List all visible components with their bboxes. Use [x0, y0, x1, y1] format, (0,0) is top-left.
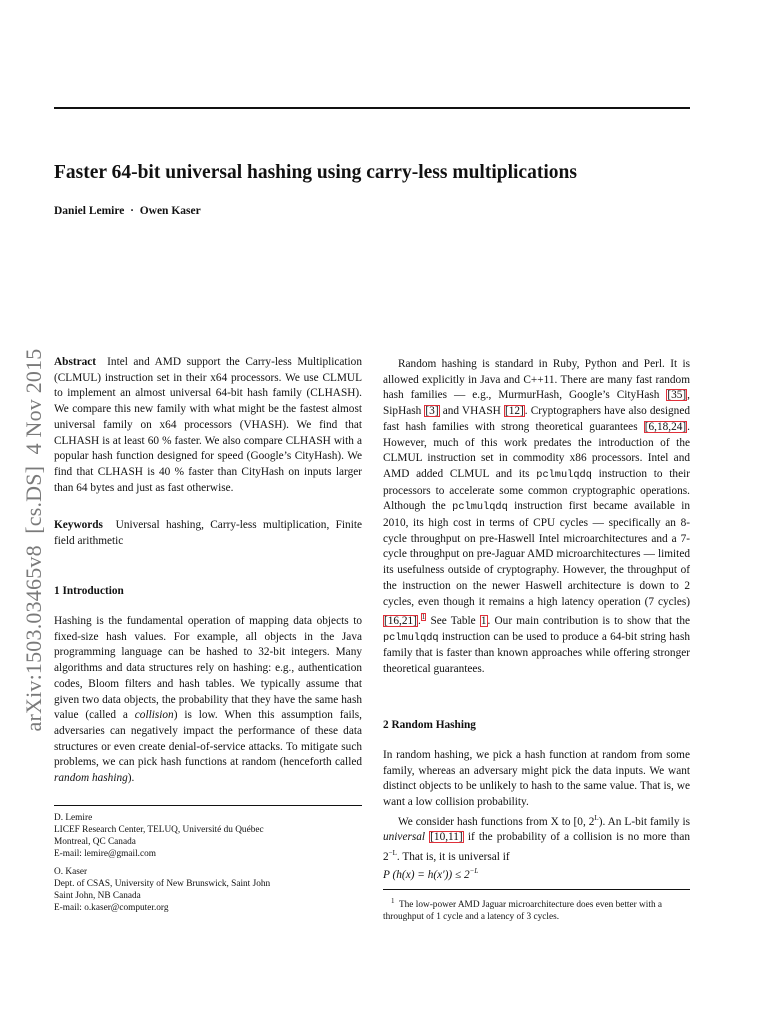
affiliation-kaser [54, 866, 362, 914]
equation-sup: −L [469, 867, 479, 875]
affil-2-email: E-mail: o.kaser@computer.org [54, 903, 169, 913]
rc-text-i: . Our main contribution is to show that the [487, 615, 691, 628]
affil-1-org: LICEF Research Center, TELUQ, Université du Québec [54, 825, 264, 835]
intro-text-b: ) is low. When this assumption fails, adversaries can negatively impact the performance of these data structures or even create denial-of-service attacks. To mitigate such problems, we can pick hash functions at random (henceforth called [54, 709, 362, 769]
header-rule [54, 107, 690, 109]
rc-text-c: and VHASH [442, 405, 501, 418]
abstract-label: Abstract [54, 356, 97, 368]
rh-emph-universal: universal [383, 831, 426, 844]
keywords-label: Keywords [54, 519, 103, 531]
intro-emph-collision: collision [134, 709, 174, 722]
citation-3[interactable]: [3] [425, 405, 439, 418]
code-pclmulqdq-2: pclmulqdq [452, 501, 508, 514]
rh-text-p3c: if the probability of a collision is no more than 2 [383, 831, 690, 863]
table-ref-1[interactable]: 1 [480, 615, 487, 628]
footnote-number: 1 [391, 897, 395, 905]
abstract-block [54, 355, 362, 496]
keywords-text: Universal hashing, Carry-less multiplication, Finite field arithmetic [54, 519, 362, 547]
code-pclmulqdq-1: pclmulqdq [536, 468, 592, 481]
rh-text-p2: In random hashing, we pick a hash function at random from some family, whereas an adversary might pick the data inputs. We want distinct objects to be unlikely to hash to the same value. That is, we want a low collision probability. [383, 749, 690, 809]
section-heading-random-hashing: 2 Random Hashing [383, 719, 476, 731]
rc-text-g: instruction first became available in 2010, its high cost in terms of CPU cycles — specifically an 8-cycle throughput on pre-Haswell Intel microarchitectures and a 7-cycle throughput on pre-Jaguar AMD microarchitectures — limited its usefulness outside of cryptography. However, the throughput of the instruction on the newer Haswell architecture is down to 2 cycles, even though it remains a high latency operation (7 cycles) [383, 500, 691, 608]
collision-equation [383, 864, 478, 883]
intro-paragraph [54, 614, 362, 787]
rc-text-d: . Cryptographers have also designed fast hash families with strong theoretical guarantees [383, 405, 690, 433]
code-pclmulqdq-3: pclmulqdq [383, 631, 439, 644]
citation-12[interactable]: [12] [504, 405, 524, 418]
rc-text-h: See Table [430, 615, 476, 628]
rc-text-j: instruction can be used to produce a 64-bit string hash family that is faster than known approaches while offering stronger theoretical guarantees. [383, 630, 690, 676]
affil-1-name: D. Lemire [54, 813, 93, 823]
equation-text: P (h(x) = h(x′)) ≤ 2 [383, 868, 470, 881]
abstract-text: Intel and AMD support the Carry-less Multiplication (CLMUL) instruction set in their x64 processors. We use CLMUL to implement an almost universal 64-bit hash family (CLHASH). We compare this new family with what might be the fastest almost universal family on x64 processors (VHASH). We find that CLHASH is at least 60 % faster. We also compare CLHASH with a popular hash function designed for speed (Google’s CityHash). We find that CLHASH is 40 % faster than CityHash on inputs larger than 64 bytes and just as fast otherwise. [54, 356, 362, 494]
citation-6-18-24[interactable]: [6,18,24] [644, 420, 687, 433]
footnote-1 [383, 895, 690, 923]
footnote-text: The low-power AMD Jaguar microarchitecture does even better with a throughput of 1 cycle and a latency of 3 cycles. [383, 900, 663, 923]
affil-1-email: E-mail: lemire@gmail.com [54, 849, 157, 859]
rc-text-b: , SipHash [383, 389, 690, 418]
footnote-rule [383, 889, 690, 890]
right-intro-paragraph: Random hashing is standard in Ruby, Python and Perl. It is allowed explicitly in Java and C++11. There are many fast random hash families — e.g., MurmurHash, Google’s CityHash [35], SipHash [3] and VHASH [12]. Cryptographers have also designed fast hash families with strong theoretical guarantees [6,18,24]. However, much of this work predates the introduction of the CLMUL instruction set in commodity x86 processors. Intel and AMD added CLMUL and its pclmulqdq instruction to their processors to accelerate some common cryptographic operations. Although the pclmulqdq instruction first became available in 2010, its high cost in terms of CPU cycles — specifically an 8-cycle throughput on pre-Haswell Intel microarchitectures and a 7-cycle throughput on pre-Jaguar AMD microarchitectures — limited its usefulness outside of cryptography. However, the throughput of the instruction on the newer Haswell architecture is down to 2 cycles, even though it remains a high latency operation (7 cycles) [16,21].$^1$ See Table 1. Our main contribution is to show that the pclmulqdq instruction can be used to produce a 64-bit string hash family that is faster than known approaches while offering stronger theoretical guarantees. [383, 358, 691, 676]
rh-sup-neg-l: −L [388, 848, 397, 857]
keywords-block [54, 518, 362, 549]
rh-text-p3d: . That is, it is universal if [396, 850, 510, 863]
affil-2-city: Saint John, NB Canada [54, 891, 141, 901]
affiliation-lemire [54, 812, 362, 860]
arxiv-id: arXiv:1503.03465v8 [cs.DS] 4 Nov 2015 [21, 348, 46, 732]
rc-text-e: . However, much of this work predates the introduction of the CLMUL instruction set in commodity x86 processors. Intel and AMD added CLMUL and its [383, 420, 690, 480]
citation-16-21[interactable]: [16,21] [384, 615, 417, 628]
citation-35[interactable]: [35] [667, 389, 687, 402]
paper-authors [54, 205, 201, 217]
citation-10-11[interactable]: [10,11] [430, 831, 463, 844]
rc-text-f: instruction to their processors to accelerate some common cryptographic operations. Although the [383, 467, 690, 513]
intro-text-a: Hashing is the fundamental operation of mapping data objects to fixed-size hash values. For example, all objects in the Java programming language can be hashed to 32-bit integers. Many algorithms and data structures rely on hashing: e.g., authentication codes, Bloom filters and hash tables. We typically assume that given two data objects, the probability that they have the same hash value (called a [54, 615, 362, 722]
rh-sup-l: L [594, 813, 599, 822]
affil-2-name: O. Kaser [54, 867, 88, 877]
random-hashing-paragraph [383, 748, 690, 865]
section-heading-introduction: 1 Introduction [54, 585, 124, 597]
rh-text-p3a: We consider hash functions from X to [0, 2 [398, 815, 595, 828]
rc-text-a: Random hashing is standard in Ruby, Python and Perl. It is allowed explicitly in Java and C++11. There are many fast random hash families — e.g., MurmurHash, Google’s CityHash [383, 358, 690, 402]
intro-text-c: ). [127, 772, 135, 785]
paper-title: Faster 64-bit universal hashing using carry-less multiplications [54, 162, 577, 183]
footnote-mark-1[interactable]: 1 [421, 613, 426, 622]
affil-1-city: Montreal, QC Canada [54, 837, 136, 847]
affil-2-org: Dept. of CSAS, University of New Brunswick, Saint John [54, 879, 271, 889]
affiliation-rule [54, 805, 362, 806]
authors-text: Daniel Lemire · Owen Kaser [54, 205, 201, 217]
intro-emph-random-hashing: random hashing [54, 772, 128, 785]
rh-text-p3b: ). An L-bit family is [598, 815, 690, 828]
